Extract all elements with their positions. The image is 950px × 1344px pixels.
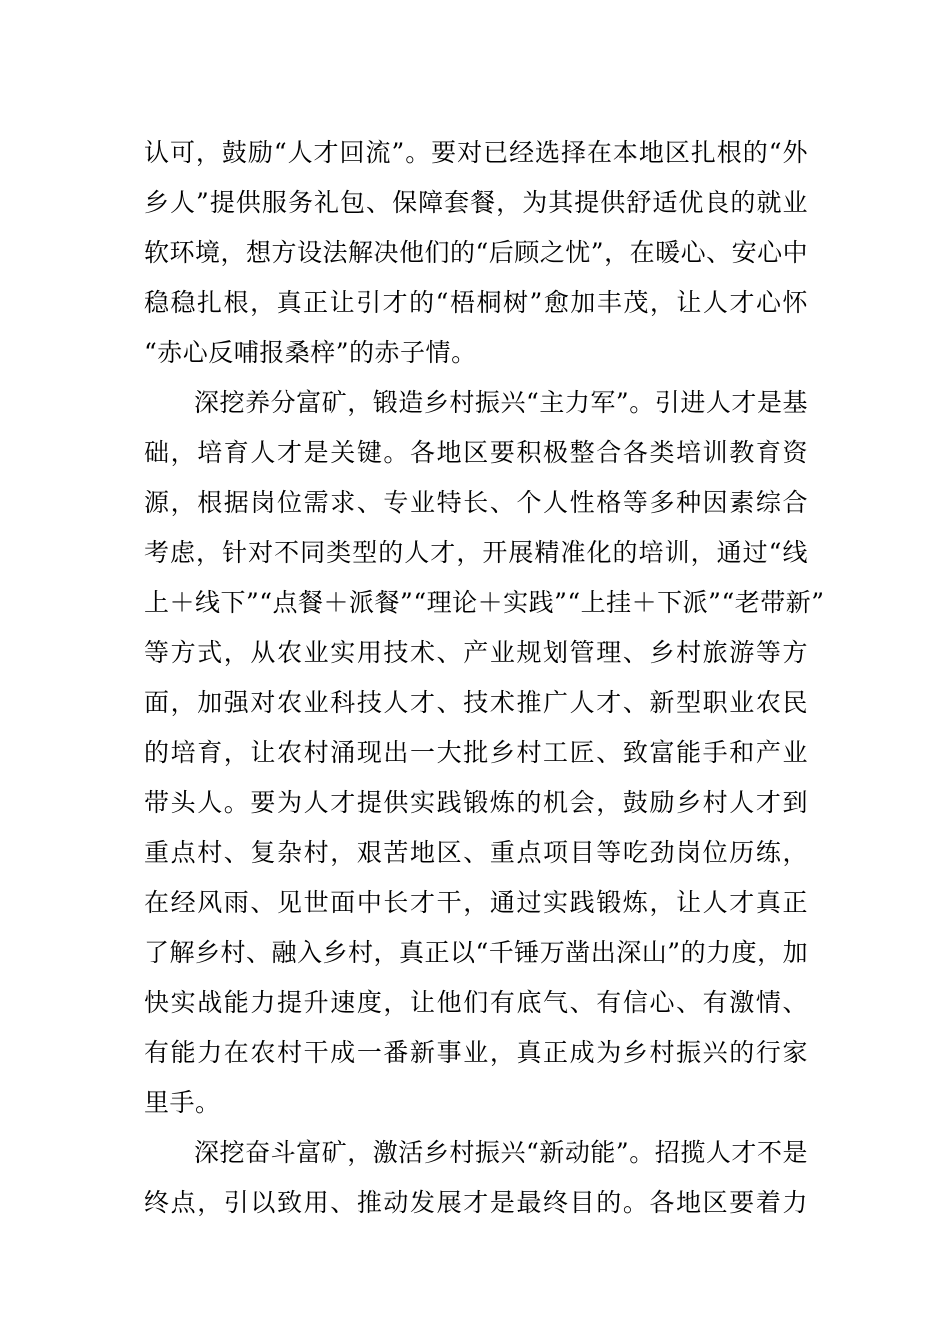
paragraph-2-line-6: 等方式，从农业实用技术、产业规划管理、乡村旅游等方 [144,638,808,667]
paragraph-2-line-1: 深挖养分富矿，锻造乡村振兴“主力军”。引进人才是基 [194,388,808,417]
paragraph-2-line-14: 有能力在农村干成一番新事业，真正成为乡村振兴的行家 [144,1038,808,1067]
paragraph-2-line-2: 础，培育人才是关键。各地区要积极整合各类培训教育资 [144,438,808,467]
paragraph-2-line-12: 了解乡村、融入乡村，真正以“千锤万凿出深山”的力度，加 [144,938,809,967]
paragraph-3-line-1: 深挖奋斗富矿，激活乡村振兴“新动能”。招揽人才不是 [194,1138,808,1167]
paragraph-2-line-9: 带头人。要为人才提供实践锻炼的机会，鼓励乡村人才到 [144,788,808,817]
paragraph-2-line-11: 在经风雨、见世面中长才干，通过实践锻炼，让人才真正 [144,888,808,917]
paragraph-2-line-3: 源，根据岗位需求、专业特长、个人性格等多种因素综合 [144,488,808,517]
paragraph-1-line-2: 乡人”提供服务礼包、保障套餐，为其提供舒适优良的就业 [144,188,808,217]
paragraph-2-line-15: 里手。 [144,1088,221,1117]
paragraph-2-line-5: 上＋线下”“点餐＋派餐”“理论＋实践”“上挂＋下派”“老带新” [144,588,825,617]
paragraph-2-line-13: 快实战能力提升速度，让他们有底气、有信心、有激情、 [144,988,808,1017]
paragraph-1-line-5: “赤心反哺报桑梓”的赤子情。 [144,338,477,367]
paragraph-2-line-10: 重点村、复杂村，艰苦地区、重点项目等吃劲岗位历练， [144,838,808,867]
paragraph-2-line-4: 考虑，针对不同类型的人才，开展精准化的培训，通过“线 [144,538,808,567]
paragraph-3-line-2: 终点，引以致用、推动发展才是最终目的。各地区要着力 [144,1188,808,1217]
paragraph-2-line-7: 面，加强对农业科技人才、技术推广人才、新型职业农民 [144,688,808,717]
paragraph-1-line-4: 稳稳扎根，真正让引才的“梧桐树”愈加丰茂，让人才心怀 [144,288,808,317]
paragraph-2-line-8: 的培育，让农村涌现出一大批乡村工匠、致富能手和产业 [144,738,808,767]
document-body [144,128,825,1228]
paragraph-1-line-1: 认可，鼓励“人才回流”。要对已经选择在本地区扎根的“外 [144,138,808,167]
paragraph-1-line-3: 软环境，想方设法解决他们的“后顾之忧”，在暖心、安心中 [144,238,809,267]
